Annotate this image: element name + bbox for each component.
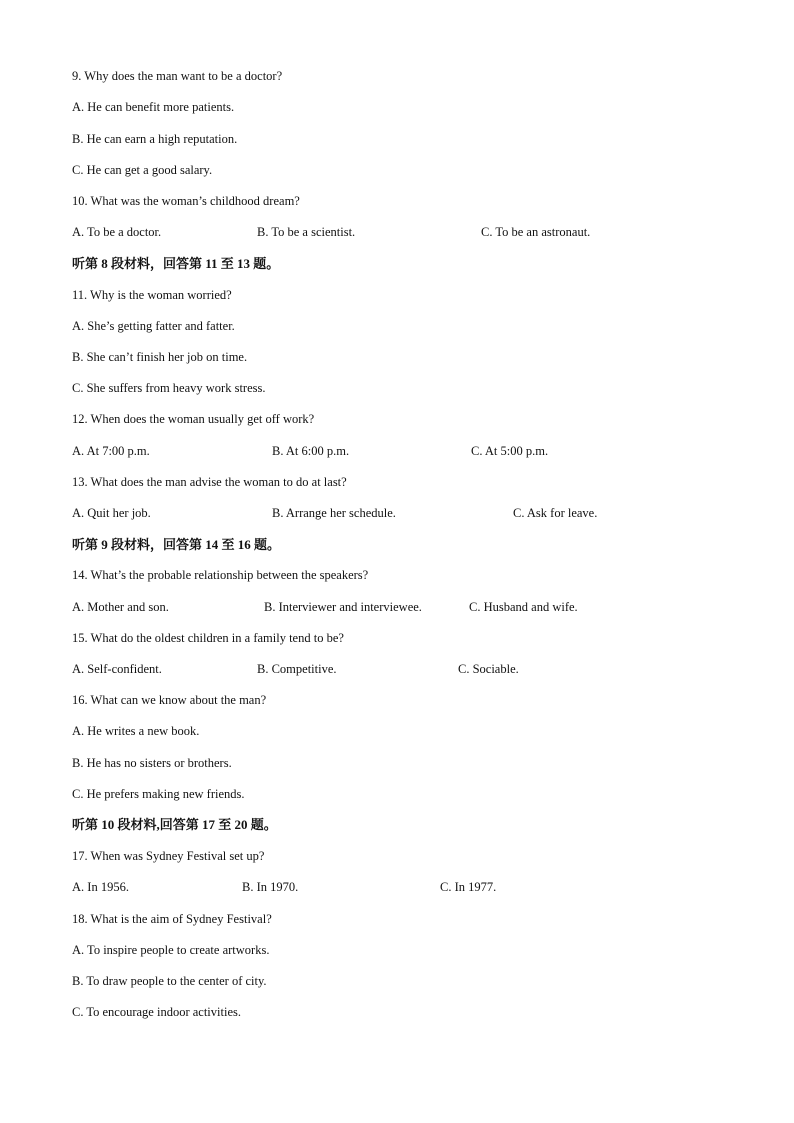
question-16-option-b: B. He has no sisters or brothers. [72, 756, 232, 770]
question-16-option-c: C. He prefers making new friends. [72, 787, 245, 801]
question-18: 18. What is the aim of Sydney Festival? [72, 912, 272, 926]
question-14: 14. What’s the probable relationship between the speakers? [72, 568, 369, 582]
question-13-option-c: C. Ask for leave. [513, 506, 598, 520]
question-11: 11. Why is the woman worried? [72, 288, 232, 302]
question-17: 17. When was Sydney Festival set up? [72, 849, 265, 863]
section-heading-10: 听第 10 段材料,回答第 17 至 20 题。 [72, 817, 277, 832]
question-18-option-a: A. To inspire people to create artworks. [72, 943, 270, 957]
question-17-option-c: C. In 1977. [440, 880, 497, 894]
question-12-option-a: A. At 7:00 p.m. [72, 444, 150, 458]
question-13-option-b: B. Arrange her schedule. [272, 506, 396, 520]
question-15: 15. What do the oldest children in a family tend to be? [72, 631, 344, 645]
question-16-option-a: A. He writes a new book. [72, 724, 200, 738]
question-14-option-c: C. Husband and wife. [469, 600, 578, 614]
question-14-option-b: B. Interviewer and interviewee. [264, 600, 422, 614]
question-10-option-a: A. To be a doctor. [72, 225, 162, 239]
question-11-option-c: C. She suffers from heavy work stress. [72, 381, 266, 395]
question-9: 9. Why does the man want to be a doctor? [72, 69, 283, 83]
section-heading-8: 听第 8 段材料，回答第 11 至 13 题。 [72, 256, 280, 271]
question-18-option-b: B. To draw people to the center of city. [72, 974, 267, 988]
question-10-option-b: B. To be a scientist. [257, 225, 356, 239]
question-13-option-a: A. Quit her job. [72, 506, 151, 520]
question-9-option-c: C. He can get a good salary. [72, 163, 213, 177]
question-15-option-c: C. Sociable. [458, 662, 519, 676]
question-13: 13. What does the man advise the woman to do at last? [72, 475, 347, 489]
question-15-option-a: A. Self-confident. [72, 662, 162, 676]
question-14-option-a: A. Mother and son. [72, 600, 169, 614]
question-16: 16. What can we know about the man? [72, 693, 267, 707]
question-11-option-b: B. She can’t finish her job on time. [72, 350, 248, 364]
question-17-option-b: B. In 1970. [242, 880, 299, 894]
question-10: 10. What was the woman’s childhood dream? [72, 194, 300, 208]
question-11-option-a: A. She’s getting fatter and fatter. [72, 319, 235, 333]
question-12: 12. When does the woman usually get off work? [72, 412, 315, 426]
question-9-option-b: B. He can earn a high reputation. [72, 132, 238, 146]
question-15-option-b: B. Competitive. [257, 662, 337, 676]
question-17-option-a: A. In 1956. [72, 880, 129, 894]
question-9-option-a: A. He can benefit more patients. [72, 100, 235, 114]
question-12-option-b: B. At 6:00 p.m. [272, 444, 350, 458]
question-18-option-c: C. To encourage indoor activities. [72, 1005, 241, 1019]
question-10-option-c: C. To be an astronaut. [481, 225, 591, 239]
question-12-option-c: C. At 5:00 p.m. [471, 444, 549, 458]
section-heading-9: 听第 9 段材料，回答第 14 至 16 题。 [72, 537, 281, 552]
